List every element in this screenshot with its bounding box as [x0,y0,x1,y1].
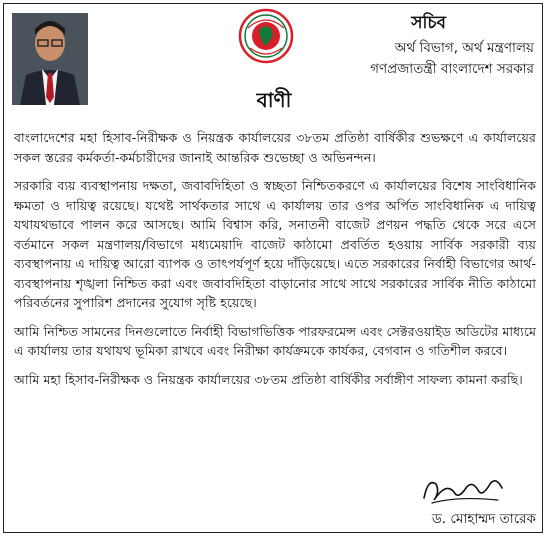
paragraph-4: আমি মহা হিসাব-নিরীক্ষক ও নিয়ন্ত্রক কার্যালয়ের ৩৮তম প্রতিষ্ঠা বার্ষিকীর সর্বাঙ্গীণ সাফল্য কামনা করছি। [14,371,523,387]
paragraph-2: সরকারি ব্যয় ব্যবস্থাপনায় দক্ষতা, জবাবদিহিতা ও স্বচ্ছতা নিশ্চিতকরণে এ কার্যালয়ের বিশেষ সাংবিধানিক ক্ষমতা ও দায়িত্ব রয়েছে। যথেষ্ট সার্থকতার সাথে এ কার্যালয় তার ওপর অর্পিত সাংবিধানিক এ দায়িত্ব যথাযথভাবে পালন করে আসছে। আমি বিশ্বাস করি, সনাতনী বাজেট প্রণয়ন পদ্ধতি থেকে সরে এসে বর্তমানে সকল মন্ত্রণালয়/বিভাগে মধ্যমেয়াদি বাজেট কাঠামো প্রবর্তিত হওয়ায় সার্বিক সরকারী ব্যয় ব্যবস্থাপনায় এ দায়িত্ব আরো ব্যাপক ও তাৎপর্যপূর্ণ হয়ে দাঁড়িয়েছে। এতে সরকারের নির্বাহী বিভাগের আর্থ-ব্যবস্থাপনায় শৃঙ্খলা নিশ্চিত করা এবং জবাবদিহিতা বাড়ানোর সাথে সাথে সরকারের সার্বিক নীতি কাঠামো পরিবর্তনের সুপারিশ প্রদানের সুযোগ সৃষ্টি হয়েছে। [14,178,536,310]
designation-title: সচিব [411,13,446,33]
message-heading: বাণী [256,88,292,112]
government-emblem [238,8,294,64]
header-block [370,10,534,80]
message-body [14,128,536,398]
handwritten-signature [418,470,508,510]
government-line: গণপ্রজাতন্ত্রী বাংলাদেশ সরকার [370,61,534,77]
paragraph-1: বাংলাদেশের মহা হিসাব-নিরীক্ষক ও নিয়ন্ত্রক কার্যালয়ের ৩৮তম প্রতিষ্ঠা বার্ষিকীর শুভক্ষণে এ কার্যালয়ের সকল স্তরের কর্মকর্তা-কর্মচারীদের জানাই আন্তরিক শুভেচ্ছা ও অভিনন্দন। [14,130,536,165]
signer-name: ড. মোহাম্মদ তারেক [431,511,536,527]
paragraph-3: আমি নিশ্চিত সামনের দিনগুলোতে নির্বাহী বিভাগভিত্তিক পারফরমেন্স এবং সেক্টরওয়াইড অডিটের মাধ্যমে এ কার্যালয় তার যথাযথ ভূমিকা রাখবে এবং নিরীক্ষা কার্যক্রমকে কার্যকর, বেগবান ও গতিশীল করবে। [14,323,536,358]
division-line: অর্থ বিভাগ, অর্থ মন্ত্রণালয় [394,40,534,56]
